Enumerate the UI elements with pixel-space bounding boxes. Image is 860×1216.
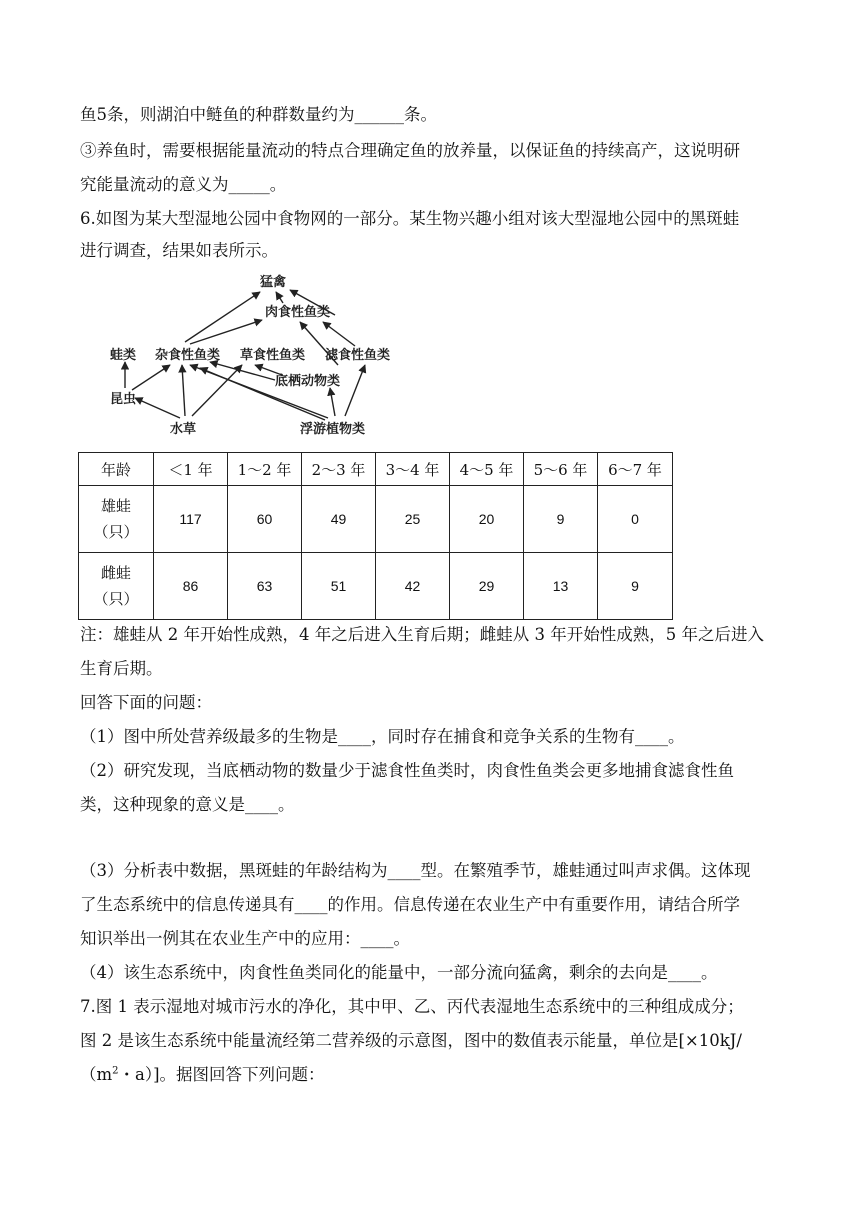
sub-question-3: （3）分析表中数据，黑斑蛙的年龄结构为____型。在繁殖季节，雄蛙通过叫声求偶。这体现 [80, 861, 751, 880]
table-cell: 9 [524, 486, 598, 553]
sub-question-1: （1）图中所处营养级最多的生物是____，同时存在捕食和竞争关系的生物有____。 [80, 727, 685, 746]
node-grass: 水草 [170, 422, 197, 437]
frog-age-table [78, 452, 673, 620]
table-row [79, 553, 673, 620]
text-line [80, 1064, 325, 1086]
table-header-cell: ＜1 年 [154, 453, 228, 486]
superscript: 2 [112, 1065, 119, 1077]
row-label: 雌蛙 [100, 564, 131, 582]
text-line: 进行调查，结果如表所示。 [80, 241, 278, 260]
unit-text: ・a）]。据图回答下列问题： [118, 1065, 325, 1084]
row-label: 雄蛙 [100, 497, 131, 515]
node-insect: 昆虫 [110, 392, 137, 407]
table-cell: 42 [376, 553, 450, 620]
table-note: 注：雄蛙从 2 年开始性成熟，4 年之后进入生育后期；雌蛙从 3 年开始性成熟，5 年之后进入 [80, 625, 764, 644]
question-7-stem: 7.图 1 表示湿地对城市污水的净化，其中甲、乙、丙代表湿地生态系统中的三种组成成分； [80, 997, 744, 1016]
table-header-cell: 4～5 年 [450, 453, 524, 486]
question-6-stem: 6.如图为某大型湿地公园中食物网的一部分。某生物兴趣小组对该大型湿地公园中的黑斑蛙 [80, 209, 740, 228]
row-label-cell [79, 486, 154, 553]
table-header-cell: 6～7 年 [598, 453, 673, 486]
table-header-cell: 1～2 年 [228, 453, 302, 486]
table-cell: 63 [228, 553, 302, 620]
node-frog: 蛙类 [110, 348, 137, 363]
table-cell: 0 [598, 486, 673, 553]
node-carnivore-fish: 肉食性鱼类 [265, 305, 331, 320]
food-web-diagram [100, 270, 420, 442]
text-line: 类，这种现象的意义是____。 [80, 795, 295, 814]
table-cell: 25 [376, 486, 450, 553]
text-line: 究能量流动的意义为_____。 [80, 175, 287, 194]
table-header-cell: 5～6 年 [524, 453, 598, 486]
node-filter-fish: 滤食性鱼类 [325, 348, 391, 363]
node-phytoplankton: 浮游植物类 [300, 422, 366, 437]
table-note: 生育后期。 [80, 659, 163, 678]
table-cell: 9 [598, 553, 673, 620]
table-row [79, 486, 673, 553]
text-line: 知识举出一例其在农业生产中的应用：____。 [80, 929, 410, 948]
table-cell: 60 [228, 486, 302, 553]
table-header-cell: 年龄 [79, 453, 154, 486]
table-cell: 117 [154, 486, 228, 553]
sub-question-2: （2）研究发现，当底栖动物的数量少于滤食性鱼类时，肉食性鱼类会更多地捕食滤食性鱼 [80, 761, 734, 780]
table-cell: 20 [450, 486, 524, 553]
table-cell: 13 [524, 553, 598, 620]
text-line: 鱼5条，则湖泊中鲢鱼的种群数量约为______条。 [80, 105, 437, 124]
text-line: 了生态系统中的信息传递具有____的作用。信息传递在农业生产中有重要作用，请结合所学 [80, 895, 740, 914]
node-raptor: 猛禽 [260, 275, 287, 290]
table-header-cell: 3～4 年 [376, 453, 450, 486]
node-herbivore-fish: 草食性鱼类 [240, 348, 306, 363]
row-label-cell [79, 553, 154, 620]
table-cell: 29 [450, 553, 524, 620]
table-header-cell: 2～3 年 [302, 453, 376, 486]
text-line: ③养鱼时，需要根据能量流动的特点合理确定鱼的放养量，以保证鱼的持续高产，这说明研 [80, 141, 740, 160]
text-line: 回答下面的问题： [80, 693, 212, 712]
row-unit: （只） [93, 523, 139, 541]
text-line: 图 2 是该生态系统中能量流经第二营养级的示意图，图中的数值表示能量，单位是[×10kJ/ [80, 1031, 742, 1050]
table-cell: 49 [302, 486, 376, 553]
row-unit: （只） [93, 590, 139, 608]
table-cell: 51 [302, 553, 376, 620]
sub-question-4: （4）该生态系统中，肉食性鱼类同化的能量中，一部分流向猛禽，剩余的去向是____。 [80, 963, 718, 982]
node-benthos: 底栖动物类 [275, 374, 341, 389]
table-header-row [79, 453, 673, 486]
table-cell: 86 [154, 553, 228, 620]
node-omnivore-fish: 杂食性鱼类 [155, 348, 221, 363]
unit-text: （m [80, 1065, 113, 1084]
